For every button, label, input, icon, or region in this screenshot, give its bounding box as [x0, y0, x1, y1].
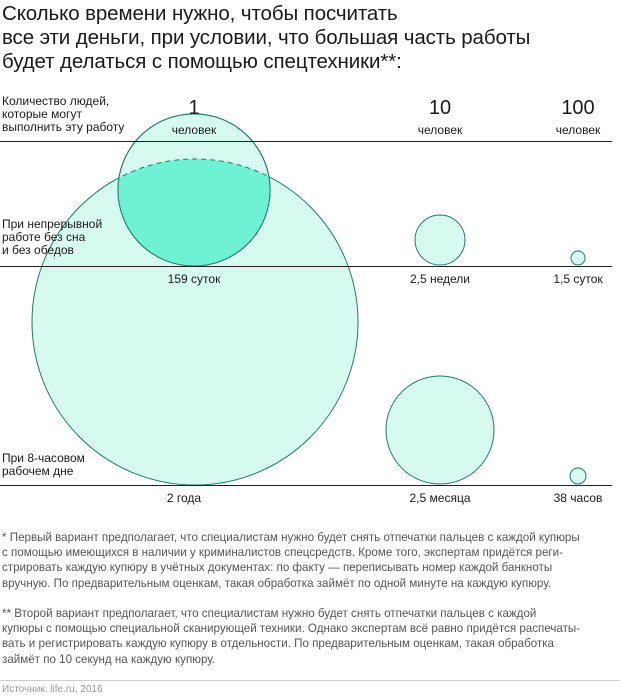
row-label-line: Количество людей,: [2, 94, 110, 108]
row-label-line: рабочем дне: [2, 464, 74, 478]
value-label: 2,5 недели: [409, 272, 471, 286]
row-label-line: При непрерывной: [2, 217, 103, 231]
value-label: 2,5 месяца: [409, 491, 471, 505]
bubble-continuous: [571, 251, 585, 265]
footnote-line: ** Второй вариант предполагает, что специалистам нужно будет снять отпечатки пальцев с каждой: [2, 607, 537, 620]
row-label-continuous: [2, 218, 102, 257]
footnote-1: [2, 530, 620, 591]
baseline-eight-hour: [0, 485, 612, 486]
column-people-count: 1: [188, 97, 200, 119]
row-label-eight-hour: [2, 452, 85, 478]
row-label-line: которые могут: [2, 107, 82, 121]
divider: [0, 680, 620, 681]
footnote-line: вручную. По предварительным оценкам, такая обработка займёт по одной минуте на каждую купюру.: [2, 576, 552, 590]
bubble-eight-hour: [570, 468, 586, 484]
source-credit: Источник: life.ru, 2016: [2, 684, 103, 695]
footnote-line: * Первый вариант предполагает, что специалистам нужно будет снять отпечатки пальцев с каждой купюры: [2, 531, 580, 544]
baseline-people: [0, 141, 612, 142]
baseline-continuous: [0, 266, 612, 267]
footnote-line: вать и регистрировать каждую купюру в отдельности. По предварительным оценкам, такая обработка: [2, 637, 554, 651]
title-line: все эти деньги, при условии, что большая часть работы: [2, 26, 531, 49]
title-line: будет делаться с помощью спецтехники**:: [2, 50, 402, 73]
title-line: Сколько времени нужно, чтобы посчитать: [2, 2, 398, 25]
value-label: 1,5 суток: [553, 272, 603, 286]
row-label-line: работе без сна: [2, 230, 86, 244]
footnote-line: займёт по 10 секунд на каждую купюру.: [2, 652, 216, 666]
row-label-line: При 8-часовом: [2, 451, 85, 465]
footnote-line: с помощью имеющихся в наличии у криминалистов спецсредств. Кроме того, экспертам придётся реги-: [2, 546, 563, 560]
footnote-line: купюры с помощью специальной сканирующей техники. Однако экспертам всё равно придётся распечаты-: [2, 622, 581, 636]
column-unit: человек: [555, 123, 601, 137]
bubble-continuous: [415, 215, 465, 265]
row-label-line: выполнить эту работу: [2, 120, 125, 134]
value-label: 2 года: [166, 491, 202, 505]
column-unit: человек: [417, 123, 463, 137]
row-label-line: и без обедов: [2, 243, 74, 257]
bubble-eight-hour: [386, 376, 494, 484]
value-label: 159 суток: [167, 272, 221, 286]
value-label: 38 часов: [553, 491, 603, 505]
column-people-count: 100: [561, 97, 595, 119]
row-label-people: [2, 95, 124, 134]
column-people-count: 10: [428, 97, 452, 119]
footnote-2: [2, 606, 620, 667]
column-unit: человек: [171, 123, 217, 137]
footnote-line: стрировать каждую купюру в учётных документах: по факту — переписывать номер каждой банкноты: [2, 561, 553, 575]
